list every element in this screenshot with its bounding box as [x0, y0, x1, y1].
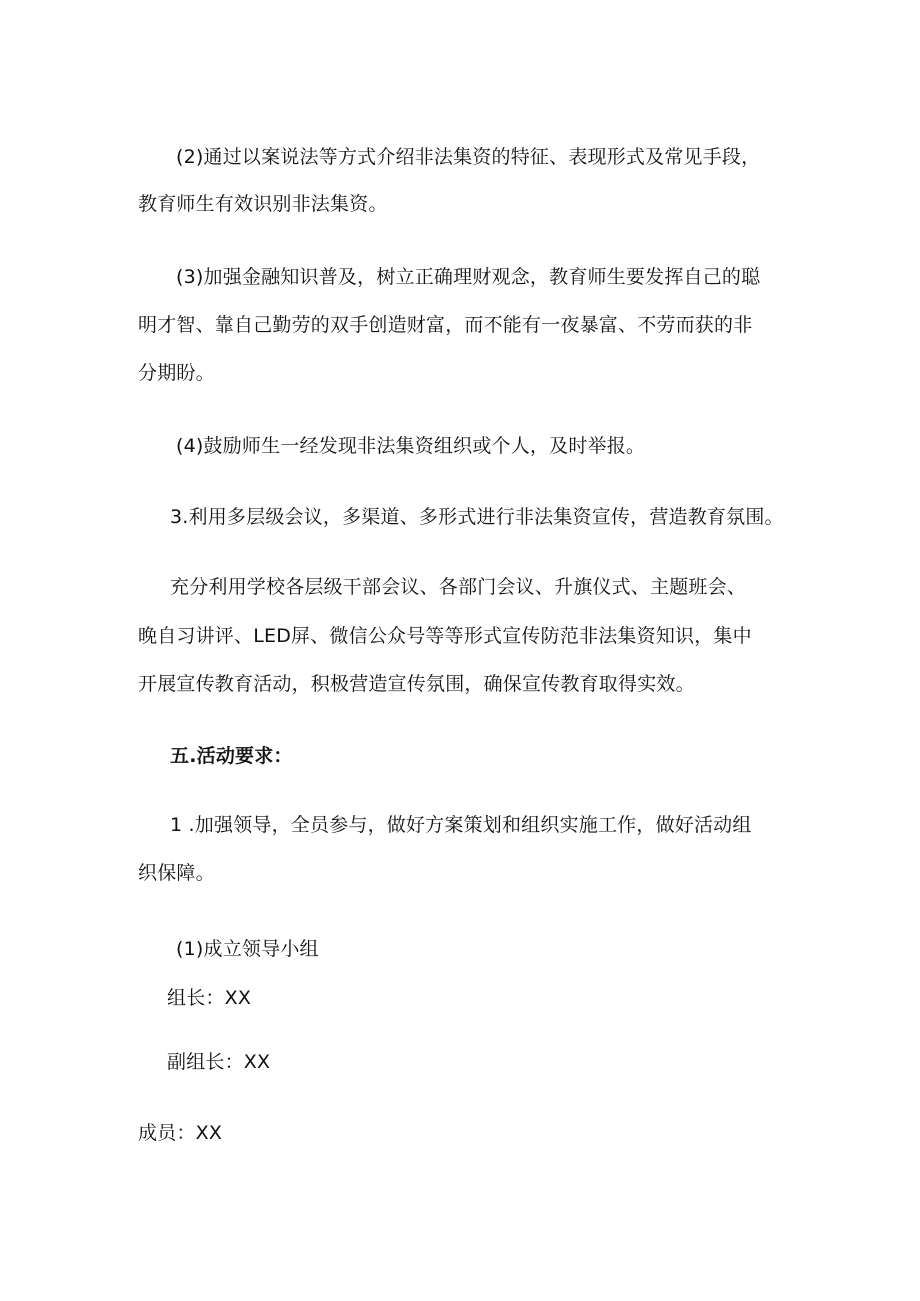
- paragraph-3-line-2: 明才智、靠自己勤劳的双手创造财富，而不能有一夜暴富、不劳而获的非: [138, 314, 753, 336]
- deputy-leader-line: 副组长：XX: [167, 1051, 271, 1073]
- paragraph-3-line-1: (3)加强金融知识普及，树立正确理财观念，教育师生要发挥自己的聪: [176, 266, 761, 288]
- requirement-1-line-2: 织保障。: [138, 862, 215, 884]
- members-line: 成员：XX: [138, 1122, 223, 1144]
- item-3-heading: 3.利用多层级会议，多渠道、多形式进行非法集资宣传，营造教育氛围。: [170, 506, 784, 528]
- item-3-body-line-1: 充分利用学校各层级干部会议、各部门会议、升旗仪式、主题班会、: [170, 576, 747, 598]
- item-3-body-line-3: 开展宣传教育活动，积极营造宣传氛围，确保宣传教育取得实效。: [138, 673, 695, 695]
- item-3-body-line-2: 晚自习讲评、LED屏、微信公众号等等形式宣传防范非法集资知识，集中: [138, 625, 752, 647]
- requirement-1-line-1: 1 .加强领导，全员参与，做好方案策划和组织实施工作，做好活动组: [170, 814, 752, 836]
- paragraph-2-line-1: (2)通过以案说法等方式介绍非法集资的特征、表现形式及常见手段，: [176, 146, 761, 168]
- leader-line: 组长：XX: [167, 987, 252, 1009]
- leader-group-heading: (1)成立领导小组: [176, 938, 319, 960]
- paragraph-2-line-2: 教育师生有效识别非法集资。: [138, 193, 388, 215]
- paragraph-4-line-1: (4)鼓励师生一经发现非法集资组织或个人，及时举报。: [176, 435, 646, 457]
- section-5-heading: 五.活动要求：: [170, 745, 293, 767]
- paragraph-3-line-3: 分期盼。: [138, 362, 215, 384]
